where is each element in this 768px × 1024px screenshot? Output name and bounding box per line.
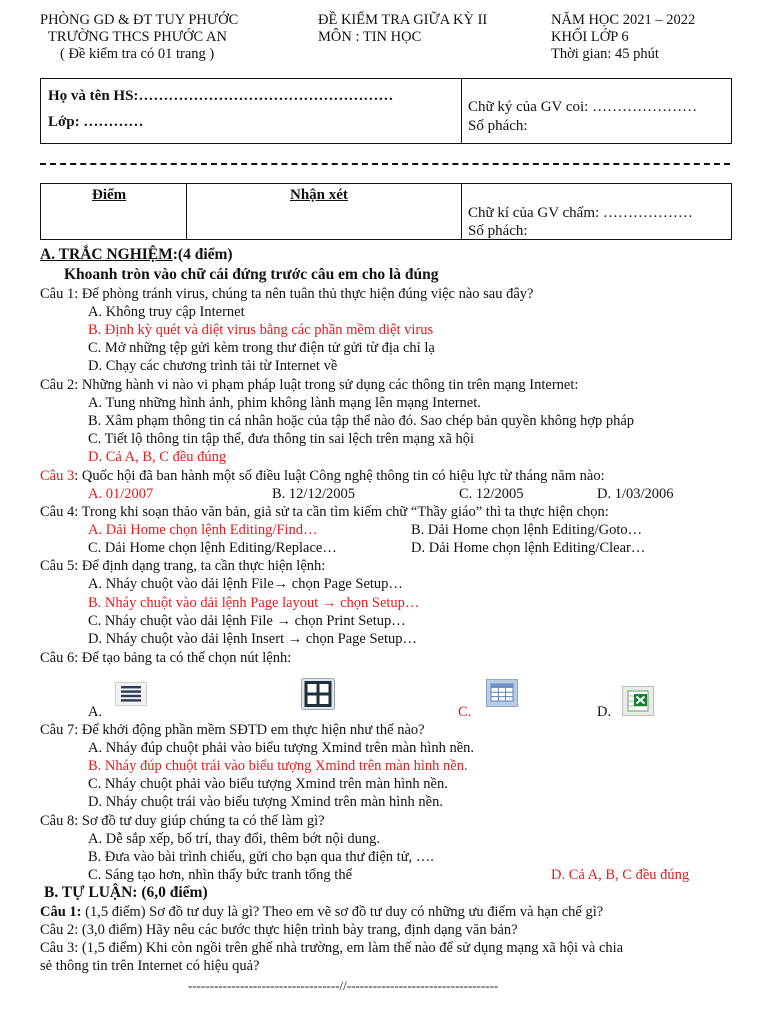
q6-option-a-label[interactable]: A. (88, 704, 103, 720)
q8-option-d[interactable]: D. Cả A, B, C đều đúng (551, 867, 690, 883)
q2-option-d[interactable]: D. Cả A, B, C đều đúng (88, 449, 227, 465)
essay-question-1 (40, 903, 603, 921)
question-4: Câu 4: Trong khi soạn thảo văn bản, giả sử ta cần tìm kiếm chữ “Thầy giáo” thì ta thực hiện chọn: (40, 504, 609, 520)
q3-text: : Quốc hội đã ban hành một số điều luật Công nghệ thông tin có hiệu lực từ tháng năm nào: (74, 468, 605, 484)
score-box-divider-1 (186, 183, 187, 240)
cut-line (40, 163, 730, 165)
proctor-signature-field[interactable]: Chữ ký của GV coi: ………………… (468, 99, 698, 115)
q3-option-b[interactable]: B. 12/12/2005 (272, 486, 355, 502)
q8-option-b[interactable]: B. Đưa vào bài trình chiếu, gửi cho bạn qua thư điện tử, …. (88, 849, 434, 865)
q4-option-c[interactable]: C. Dải Home chọn lệnh Editing/Replace… (88, 540, 337, 556)
q7-option-c[interactable]: C. Nháy chuột phải vào biểu tượng Xmind trên màn hình nền. (88, 776, 448, 792)
q3-label: Câu 3 (40, 468, 75, 484)
grade: KHỐI LỚP 6 (551, 29, 629, 45)
comment-header: Nhận xét (290, 187, 348, 203)
essay-q1-label: Câu 1: (40, 904, 82, 920)
section-a-instruction: Khoanh tròn vào chữ cái đứng trước câu em cho là đúng (64, 266, 439, 283)
q5-option-d[interactable]: D. Nháy chuột vào dải lệnh Insert → chọn Page Setup… (88, 631, 417, 647)
question-7: Câu 7: Để khởi động phần mềm SĐTD em thực hiện như thế nào? (40, 722, 425, 738)
question-6: Câu 6: Để tạo bảng ta có thể chọn nút lệnh: (40, 650, 292, 666)
q5-option-a[interactable]: A. Nháy chuột vào dải lệnh File→ chọn Page Setup… (88, 576, 403, 592)
q5-option-c[interactable]: C. Nháy chuột vào dải lệnh File → chọn Print Setup… (88, 613, 406, 629)
section-a-title (40, 246, 233, 264)
exam-title: ĐỀ KIỂM TRA GIỮA KỲ II (318, 12, 488, 28)
q3-option-d[interactable]: D. 1/03/2006 (597, 486, 674, 502)
end-marker: -----------------------------------//----------------------------------- (188, 978, 499, 993)
q6-option-d-label[interactable]: D. (597, 704, 612, 720)
school-name: TRƯỜNG THCS PHƯỚC AN (48, 29, 227, 45)
grader-code-label: Số phách: (468, 223, 528, 239)
q1-option-a[interactable]: A. Không truy cập Internet (88, 304, 245, 320)
duration: Thời gian: 45 phút (551, 46, 659, 62)
question-3 (40, 467, 605, 485)
grader-signature-field[interactable]: Chữ kí của GV chấm: ……………… (468, 205, 693, 221)
q7-option-b[interactable]: B. Nháy đúp chuột trái vào biểu tượng Xmind trên màn hình nền. (88, 758, 468, 774)
question-1: Câu 1: Để phòng tránh virus, chúng ta nên tuân thủ thực hiện đúng việc nào sau đây? (40, 286, 534, 302)
score-header: Điểm (92, 187, 127, 203)
q2-option-a[interactable]: A. Tung những hình ảnh, phim không lành mạng lên mạng Internet. (88, 395, 481, 411)
excel-sheet-icon[interactable] (622, 686, 654, 716)
essay-question-3-line-2: sẻ thông tin trên Internet có hiệu quả? (40, 958, 260, 974)
subject: MÔN : TIN HỌC (318, 29, 422, 45)
info-box-divider (461, 78, 462, 144)
exam-code-label: Số phách: (468, 118, 528, 134)
department-name: PHÒNG GD & ĐT TUY PHƯỚC (40, 12, 239, 28)
question-5: Câu 5: Để định dạng trang, ta cần thực hiện lệnh: (40, 558, 326, 574)
q3-option-c[interactable]: C. 12/2005 (459, 486, 524, 502)
essay-question-3-line-1: Câu 3: (1,5 điểm) Khi còn ngồi trên ghế nhà trường, em làm thế nào để sử dụng mạng xã hội và chia (40, 940, 624, 956)
insert-table-icon[interactable] (486, 679, 518, 707)
question-8: Câu 8: Sơ đồ tư duy giúp chúng ta có thể làm gì? (40, 813, 325, 829)
q4-option-b[interactable]: B. Dải Home chọn lệnh Editing/Goto… (411, 522, 643, 538)
score-box-divider-2 (461, 183, 462, 240)
essay-question-2: Câu 2: (3,0 điểm) Hãy nêu các bước thực hiện trình bày trang, định dạng văn bản? (40, 922, 518, 938)
student-name-field[interactable]: Họ và tên HS:…………………………………………… (48, 88, 394, 104)
q1-option-b[interactable]: B. Định kỳ quét và diệt virus bằng các phần mềm diệt virus (88, 322, 434, 338)
q8-option-a[interactable]: A. Dễ sắp xếp, bố trí, thay đổi, thêm bớt nội dung. (88, 831, 380, 847)
q5-option-b[interactable]: B. Nháy chuột vào dải lệnh Page layout → chọn Setup… (88, 595, 420, 611)
q2-option-b[interactable]: B. Xâm phạm thông tin cá nhân hoặc của tập thể nào đó. Sao chép bản quyền không hợp pháp (88, 413, 635, 429)
question-2: Câu 2: Những hành vi nào vi phạm pháp luật trong sử dụng các thông tin trên mạng Internet: (40, 377, 579, 393)
q1-option-c[interactable]: C. Mở những tệp gửi kèm trong thư điện tử gửi từ địa chỉ lạ (88, 340, 435, 356)
q1-option-d[interactable]: D. Chạy các chương trình tải từ Internet về (88, 358, 338, 374)
q7-option-d[interactable]: D. Nháy chuột trái vào biểu tượng Xmind trên màn hình nền. (88, 794, 443, 810)
class-field[interactable]: Lớp: ………… (48, 114, 144, 130)
section-a-title-main: A. TRẮC NGHIỆM (40, 246, 173, 263)
section-a-points: :(4 điểm) (172, 246, 233, 263)
essay-q1-text: (1,5 điểm) Sơ đồ tư duy là gì? Theo em vẽ sơ đồ tư duy có những ưu điểm và hạn chế gì? (81, 904, 604, 920)
q3-option-a[interactable]: A. 01/2007 (88, 486, 154, 502)
school-year: NĂM HỌC 2021 – 2022 (551, 12, 696, 28)
q8-option-c[interactable]: C. Sáng tạo hơn, nhìn thấy bức tranh tổng thể (88, 867, 353, 883)
q7-option-a[interactable]: A. Nháy đúp chuột phải vào biểu tượng Xmind trên màn hình nền. (88, 740, 475, 756)
q4-option-a[interactable]: A. Dải Home chọn lệnh Editing/Find… (88, 522, 318, 538)
q4-option-d[interactable]: D. Dải Home chọn lệnh Editing/Clear… (411, 540, 646, 556)
table-grid-icon[interactable] (301, 678, 335, 710)
q2-option-c[interactable]: C. Tiết lộ thông tin tập thể, đưa thông tin sai lệch trên mạng xã hội (88, 431, 475, 447)
align-justify-icon[interactable] (115, 682, 147, 706)
q6-option-c-label[interactable]: C. (458, 704, 472, 720)
section-b-title: B. TỰ LUẬN: (6,0 điểm) (44, 884, 208, 901)
page-note: ( Đề kiểm tra có 01 trang ) (60, 46, 215, 62)
